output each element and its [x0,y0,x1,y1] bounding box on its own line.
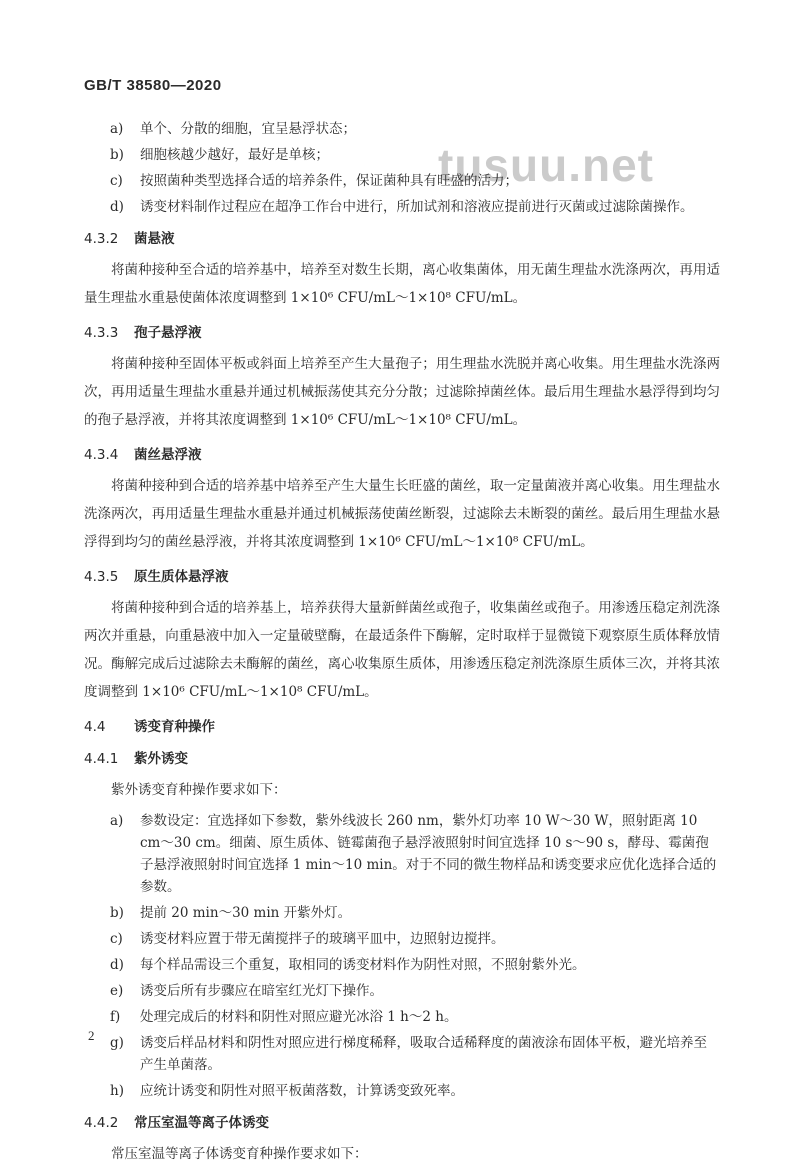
section-heading-4-3-3 [84,322,720,344]
list-marker: a) [110,813,124,829]
section-title: 诱变育种操作 [134,719,215,735]
list-item [84,144,720,166]
section-title: 常压室温等离子体诱变 [134,1115,269,1131]
section-body-4-3-4: 将菌种接种到合适的培养基中培养至产生大量生长旺盛的菌丝，取一定量菌液并离心收集。用生理盐水洗涤两次，再用适量生理盐水重悬并通过机械振荡使菌丝断裂，过滤除去未断裂的菌丝。最后用生理盐水悬浮得到均匀的菌丝悬浮液，并将其浓度调整到 1×10⁶ CFU/mL～1×10⁸ CFU/mL。 [84,478,720,550]
list-marker: d) [110,199,124,215]
list-marker: b) [110,147,124,163]
list-text: 处理完成后的材料和阴性对照应避光冰浴 1 h～2 h。 [140,1009,458,1025]
section-heading-4-3-4 [84,444,720,466]
list-marker: a) [110,121,124,137]
list-item [84,928,720,950]
list-item [84,980,720,1002]
section-title: 紫外诱变 [134,751,188,767]
list-text: 细胞核越少越好，最好是单核； [140,147,329,163]
page-number: 2 [88,1028,95,1043]
section-heading-4-4-1 [84,748,720,770]
section-body-4-3-2: 将菌种接种至合适的培养基中，培养至对数生长期，离心收集菌体，用无菌生理盐水洗涤两次，再用适量生理盐水重悬使菌体浓度调整到 1×10⁶ CFU/mL～1×10⁸ CFU/mL。 [84,262,720,306]
watermark-text: tusuu.net [438,139,654,191]
list-item [84,170,720,192]
section-number: 4.4 [84,719,106,735]
section-heading-4-3-5 [84,566,720,588]
section-heading-4-4 [84,716,720,738]
section-body-4-3-5: 将菌种接种到合适的培养基上，培养获得大量新鲜菌丝或孢子，收集菌丝或孢子。用渗透压稳定剂洗涤两次并重悬，向重悬液中加入一定量破壁酶，在最适条件下酶解，定时取样于显微镜下观察原生质体释放情况。酶解完成后过滤除去未酶解的菌丝，离心收集原生质体，用渗透压稳定剂洗涤原生质体三次，并将其浓度调整到 1×10⁶ CFU/mL～1×10⁸ CFU/mL。 [84,600,720,700]
list-text: 按照菌种类型选择合适的培养条件，保证菌种具有旺盛的活力； [140,173,518,189]
list-item [84,902,720,924]
section-number: 4.4.1 [84,751,119,767]
list-marker: c) [110,173,123,189]
list-item [84,810,720,898]
list-item [84,1006,720,1028]
section-title: 原生质体悬浮液 [134,569,229,585]
list-text: 诱变材料制作过程应在超净工作台中进行，所加试剂和溶液应提前进行灭菌或过滤除菌操作。 [140,199,694,215]
requirement-list-top [84,118,720,218]
list-marker: h) [110,1083,124,1099]
list-item [84,954,720,976]
list-item [84,1080,720,1102]
list-text: 应统计诱变和阴性对照平板菌落数，计算诱变致死率。 [140,1083,464,1099]
section-title: 菌悬液 [134,231,175,247]
list-item [84,118,720,140]
section-intro-4-4-2: 常压室温等离子体诱变育种操作要求如下： [111,1146,368,1162]
section-title: 菌丝悬浮液 [134,447,202,463]
list-text: 参数设定：宜选择如下参数，紫外线波长 260 nm，紫外灯功率 10 W～30 W，照射距离 10 cm～30 cm。细菌、原生质体、链霉菌孢子悬浮液照射时间宜选择 10 s～90 s，酵母、霉菌孢子悬浮液照射时间宜选择 1 min～10 min。对于不同的微生物样品和诱变要求应优化选择合适的参数。 [140,813,717,895]
section-number: 4.3.5 [84,569,119,585]
section-intro-4-4-1: 紫外诱变育种操作要求如下： [111,782,287,798]
list-text: 单个、分散的细胞，宜呈悬浮状态； [140,121,356,137]
list-text: 诱变后所有步骤应在暗室红光灯下操作。 [140,983,383,999]
section-number: 4.4.2 [84,1115,119,1131]
page-body [84,118,720,1174]
list-item [84,196,720,218]
section-heading-4-3-2 [84,228,720,250]
list-item [84,1032,720,1076]
list-marker: b) [110,905,124,921]
section-number: 4.3.4 [84,447,119,463]
list-text: 诱变材料应置于带无菌搅拌子的玻璃平皿中，边照射边搅拌。 [140,931,505,947]
list-marker: d) [110,957,124,973]
list-marker: c) [110,931,123,947]
list-marker: e) [110,983,124,999]
list-text: 诱变后样品材料和阴性对照应进行梯度稀释，吸取合适稀释度的菌液涂布固体平板，避光培养至产生单菌落。 [140,1035,707,1073]
list-text: 提前 20 min～30 min 开紫外灯。 [140,905,352,921]
section-heading-4-4-2 [84,1112,720,1134]
section-number: 4.3.2 [84,231,119,247]
list-marker: g) [110,1035,124,1051]
section-number: 4.3.3 [84,325,119,341]
section-body-4-3-3: 将菌种接种至固体平板或斜面上培养至产生大量孢子；用生理盐水洗脱并离心收集。用生理盐水洗涤两次，再用适量生理盐水重悬并通过机械振荡使其充分分散；过滤除掉菌丝体。最后用生理盐水悬浮得到均匀的孢子悬浮液，并将其浓度调整到 1×10⁶ CFU/mL～1×10⁸ CFU/mL。 [84,356,720,428]
list-text: 每个样品需设三个重复，取相同的诱变材料作为阴性对照，不照射紫外光。 [140,957,586,973]
standard-id-header: GB/T 38580—2020 [84,77,222,94]
list-marker: f) [110,1009,121,1025]
uv-requirement-list [84,810,720,1102]
section-title: 孢子悬浮液 [134,325,202,341]
